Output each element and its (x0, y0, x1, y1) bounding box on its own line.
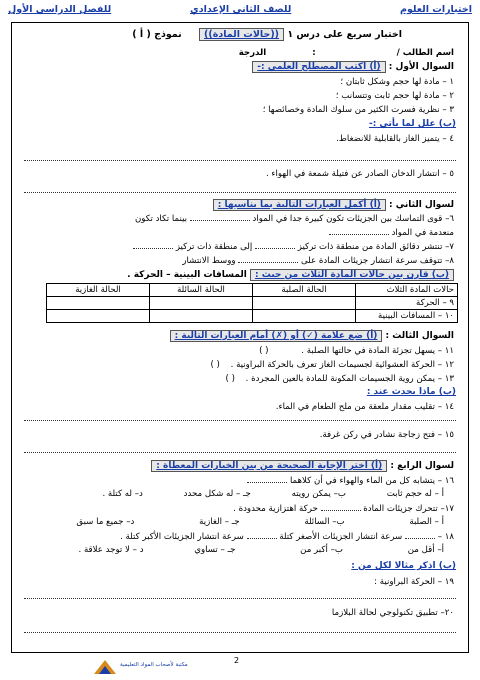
model-label: نموذج (154, 29, 182, 40)
q1-part-a: (أ) اكتب المصطلح العلمي :- (252, 61, 385, 73)
q1-b-item-5: ٥ – انتشار الدخان الصادر عن فتيلة شمعة في الهواء . (265, 169, 454, 179)
option-b: ب– السائلة (304, 517, 345, 527)
q2-item-6-a: ٦– قوى التماسك بين الجزيئات تكون كبيرة جدا في المواد (252, 214, 454, 224)
option-c: جـ – الغازية (199, 517, 240, 527)
page-number: 2 (234, 656, 240, 665)
q1-label: السوال الأول : (388, 62, 454, 72)
table-cell (253, 310, 356, 323)
table-row-spacing: ١٠ – المسافات البينية (356, 310, 458, 323)
q3-label: السوال الثالث : (385, 331, 454, 341)
table-cell (47, 297, 150, 310)
answer-line (24, 452, 456, 453)
grade-label: الدرجة (238, 48, 267, 58)
q3-item-12 (210, 359, 454, 371)
q4-item-17-text: ١٧– تتحرك جزيئات المادة (363, 504, 454, 514)
q2-part-a: (أ) أكمل العبارات التالية بما يناسبها : (213, 199, 386, 211)
q2-item-8 (182, 255, 454, 267)
table-cell (253, 297, 356, 310)
q2-part-b-rest: المسافات البينية – الحركة . (127, 270, 247, 280)
q4-options-16 (102, 489, 444, 499)
footer-logo-text: مكتبة لأصحاب المواد التعليمية (120, 662, 188, 668)
q2-item-6-cont (329, 227, 454, 239)
q4-b-item-19: ١٩ – الحركة البراونية : (374, 577, 454, 587)
q3-b-item-15: ١٥ – فتح زجاجة نشادر في ركن غرفة. (319, 430, 454, 440)
q2-item-7-b: إلى منطقة ذات تركيز (175, 242, 253, 252)
q4-item-16-text: ١٦ – يتشابه كل من الماء والهواء في أن كلاهما (289, 476, 454, 486)
answer-line (24, 420, 456, 421)
q2-heading (213, 199, 454, 211)
q1-b-item-4: ٤ – يتميز الغاز بالقابلية للانضغاط. (336, 134, 454, 144)
q2-item-8-b: ووسط الانتشار (182, 256, 236, 266)
q4-item-18-b: سرعة انتشار الجزيئات الأصغر كتلة (279, 532, 403, 542)
q4-item-18 (120, 531, 454, 543)
q3-item-12-text: ١٢ – الحركة العشوائية لجسيمات الغاز تعرف بالحركة البراونية . (230, 360, 454, 370)
q2-item-6 (135, 213, 454, 225)
q4-part-a: (أ) اختر الإجابة الصحيحة من بين الخيارات المعطاة : (151, 460, 387, 472)
q3-item-11-text: ١١ – يسهل تجزئة المادة في حالتها الصلبة . (301, 346, 454, 356)
answer-line (24, 160, 456, 161)
q3-part-b: (ب) ماذا يحدث عند : (366, 387, 456, 397)
option-d: د – لا توجد علاقة . (78, 545, 144, 555)
option-b: ب– يمكن رويته (291, 489, 346, 499)
option-a: أ– أقل من (407, 545, 444, 555)
option-d: د– جميع ما سبق (76, 517, 135, 527)
table-header-gas: الحالة الغازية (47, 284, 150, 297)
header-grade: للصف الثاني الإعدادي (190, 4, 292, 15)
q4-heading (151, 460, 454, 472)
q3-item-13 (226, 373, 455, 385)
answer-line (24, 632, 456, 633)
answer-line (24, 192, 456, 193)
q3-heading (170, 330, 454, 342)
mark-box: ( ) (210, 360, 220, 370)
q2-item-6-c: منعدمة في المواد (391, 228, 454, 238)
lesson-name: ((حالات المادة)) (199, 28, 284, 41)
option-c: جـ – له شكل محدد (183, 489, 251, 499)
table-header-solid: الحالة الصلبة (253, 284, 356, 297)
option-d: د– له كتلة . (102, 489, 143, 499)
model-value: ( أ ) (132, 29, 151, 40)
table-cell (150, 297, 253, 310)
q2-item-7 (133, 241, 454, 253)
student-name-label: اسم الطالب / (396, 48, 454, 58)
q1-item-1: ١ – مادة لها حجم وشكل ثابتان ؛ (340, 77, 454, 87)
q4-item-18-c: سرعة انتشار الجزيئات الأكبر كتلة . (120, 532, 244, 542)
student-line (239, 47, 454, 59)
header-term: للفصل الدراسي الأول (8, 4, 112, 15)
option-a: أ – له حجم ثابت (386, 489, 444, 499)
q3-item-13-text: ١٣ – يمكن روية الجسيمات المكونة للمادة بالعين المجردة . (245, 374, 454, 384)
q2-part-b-line (127, 269, 454, 281)
header-subject: اختبارات العلوم (400, 4, 472, 15)
q1-item-2: ٢ – مادة لها حجم ثابت وتتسانب ؛ (335, 91, 454, 101)
q3-part-a: (أ) ضع علامة (✓) أو (✗) أمام العبارات التالية : (170, 330, 383, 342)
q4-item-18-a: ١٨ – (437, 532, 454, 542)
q4-label: لسوال الرابع : (390, 461, 454, 471)
grade-sep: : (312, 48, 316, 58)
logo-icon (92, 658, 118, 676)
q4-b-item-20: ٢٠– تطبيق تكنولوجي لحالة البلازما (331, 608, 454, 618)
table-cell (47, 310, 150, 323)
q2-part-b: (ب) قارن بين حالات المادة الثلاث من حيث : (250, 269, 454, 281)
q2-item-6-b: بينما تكاد تكون (134, 214, 188, 224)
q3-b-item-14: ١٤ – تقليب مقدار ملعقة من ملح الطعام في الماء. (275, 402, 454, 412)
q4-part-b: (ب) اذكر مثالا لكل من : (351, 561, 456, 571)
mark-box: ( ) (259, 346, 269, 356)
option-b: ب– أكبر من (300, 545, 343, 555)
q2-item-7-a: ٧– تنتشر دقائق المادة من منطقة ذات تركيز (297, 242, 454, 252)
answer-line (24, 598, 456, 599)
table-header-states: حالات المادة الثلاث (356, 284, 458, 297)
option-c: جـ – تساوي (194, 545, 236, 555)
q4-item-17-b: حركة اهتزازية محدودة . (233, 504, 318, 514)
q4-options-18 (78, 545, 444, 555)
mark-box: ( ) (225, 374, 235, 384)
q1-item-3: ٣ – نظرية فسرت الكثير من سلوك المادة وخصائصها ؛ (262, 105, 454, 115)
option-a: أ – الصلبة (409, 517, 444, 527)
table-header-liquid: الحالة السائلة (150, 284, 253, 297)
q2-item-8-a: ٨– تتوقف سرعة انتشار جزيئات المادة على (300, 256, 454, 266)
q4-item-17 (233, 503, 454, 515)
q4-item-16 (247, 475, 454, 487)
q1-heading (252, 61, 454, 73)
quiz-title-prefix: اختبار سريع على درس ١ (287, 29, 402, 40)
comparison-table (46, 283, 458, 323)
table-row-motion: ٩ – الحركة (356, 297, 458, 310)
q3-item-11 (259, 345, 454, 357)
q1-part-b: (ب) علل لما يأتي :- (368, 119, 456, 129)
quiz-title (132, 29, 402, 40)
q2-label: لسوال الثاني : (389, 200, 454, 210)
q4-options-17 (76, 517, 444, 527)
table-cell (150, 310, 253, 323)
